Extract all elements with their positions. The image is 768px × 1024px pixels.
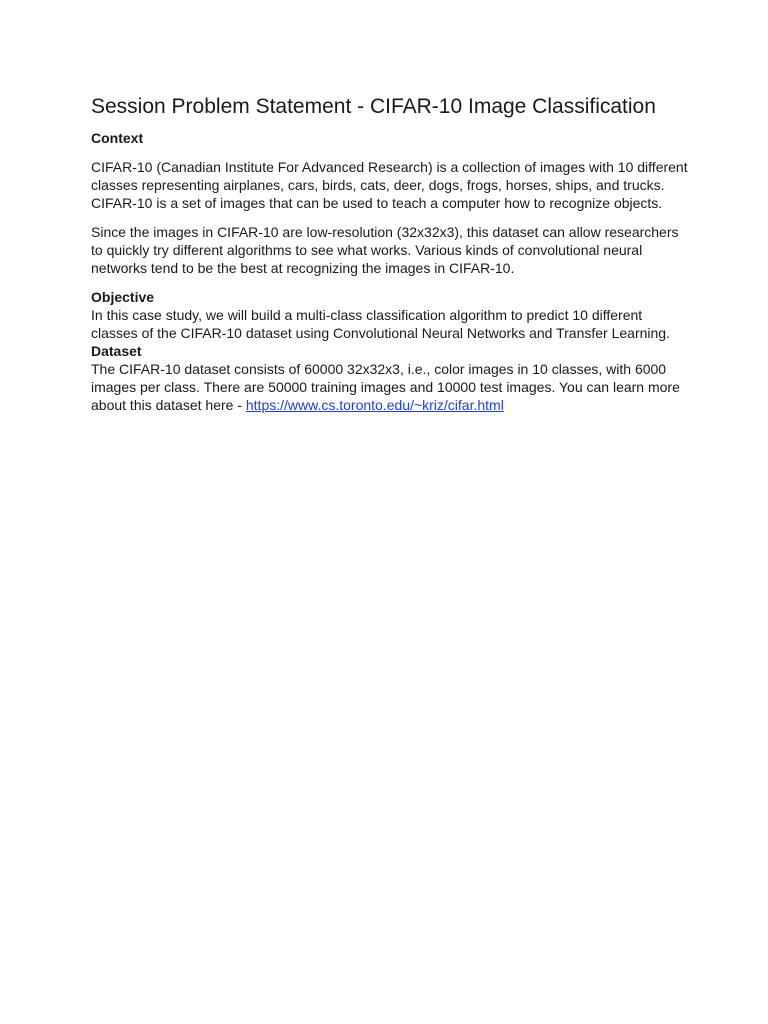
dataset-paragraph-text: The CIFAR-10 dataset consists of 60000 32x32x3, i.e., color images in 10 classes, with 6000 images per class. There are 50000 training images and 10000 test images. You can learn more about this dataset here - bbox=[91, 361, 680, 413]
dataset-paragraph bbox=[91, 360, 691, 414]
objective-heading: Objective bbox=[91, 289, 155, 305]
context-paragraph-1: CIFAR-10 (Canadian Institute For Advanced Research) is a collection of images with 10 different classes representing airplanes, cars, birds, cats, deer, dogs, frogs, horses, ships, and trucks. CIFAR-10 is a set of images that can be used to teach a computer how to recognize objects. bbox=[91, 159, 688, 211]
document-page bbox=[91, 93, 691, 414]
cifar-dataset-link[interactable]: https://www.cs.toronto.edu/~kriz/cifar.html bbox=[245, 397, 504, 413]
objective-paragraph: In this case study, we will build a multi-class classification algorithm to predict 10 different classes of the CIFAR-10 dataset using Convolutional Neural Networks and Transfer Learning. bbox=[91, 307, 670, 341]
context-heading: Context bbox=[91, 130, 144, 146]
dataset-heading: Dataset bbox=[91, 343, 142, 359]
context-paragraph-2: Since the images in CIFAR-10 are low-resolution (32x32x3), this dataset can allow researchers to quickly try different algorithms to see what works. Various kinds of convolutional neural networks tend to be the best at recognizing the images in CIFAR-10. bbox=[91, 224, 679, 276]
document-title: Session Problem Statement - CIFAR-10 Image Classification bbox=[91, 95, 656, 118]
